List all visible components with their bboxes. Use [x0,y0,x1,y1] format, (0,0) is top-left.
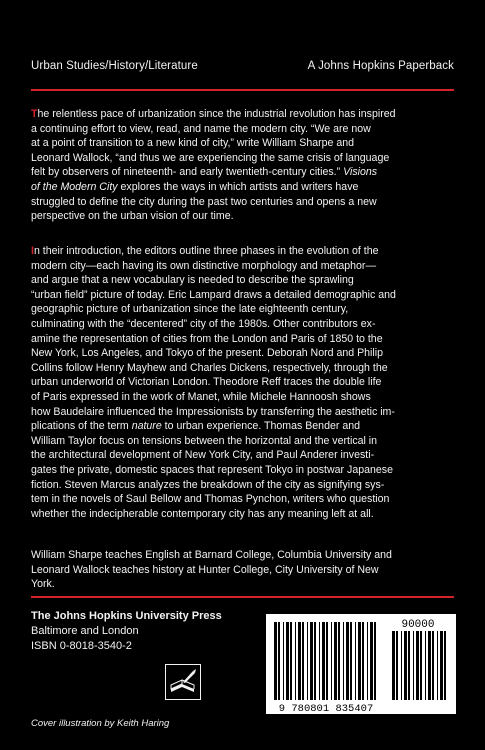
text-line: plications of the term nature to urban experience. Thomas Bender and [31,420,361,433]
text-line: The relentless pace of urbanization since the industrial revolution has inspired [31,108,396,120]
text-line: a continuing effort to view, read, and name the modern city. “We are now [31,122,371,135]
text-line: struggled to define the city during the past two centuries and opens a new [31,195,377,208]
text-line: amine the representation of cities from the London and Paris of 1850 to the [31,332,383,345]
series-label: A Johns Hopkins Paperback [307,60,454,72]
text-line: perspective on the urban vision of our time. [31,210,234,223]
description-paragraph-2 [31,244,455,521]
press-logo-icon [165,664,201,700]
text-line: urban underworld of Victorian London. Theodore Reff traces the double life [31,376,382,389]
cover-credit: Cover illustration by Keith Haring [31,718,170,729]
book-title: Visions [343,166,378,179]
book-title: of the Modern City [31,180,118,193]
text-line: of the Modern City explores the ways in which artists and writers have [31,180,359,193]
text-line: York. [31,578,55,591]
text-line: tem in the novels of Saul Bellow and Thomas Pynchon, writers who question [31,493,390,506]
publisher-block [31,609,222,654]
text-line: William Taylor focus on tensions between the horizontal and the vertical in [31,434,378,447]
bottom-red-rule [31,596,454,598]
text-line: at a point of transition to a new kind of city,” write William Sharpe and [31,137,355,150]
description-paragraph-1 [31,107,455,224]
text-line: culminating with the “decentered” city of the 1980s. Other contributors ex- [31,317,376,330]
text-line: geographic picture of urbanization since the late eighteenth century, [31,303,349,316]
text-line: of Paris expressed in the work of Manet, while Michele Hannoosh shows [31,390,371,403]
isbn-barcode [266,614,456,714]
text-line: Leonard Wallock teaches history at Hunter College, City University of New [31,563,379,576]
publisher-city: Baltimore and London [31,625,139,637]
subject-category: Urban Studies/History/Literature [31,60,198,72]
red-initial: I [31,245,34,257]
emphasized-word: nature [131,420,162,433]
text-line: Leonard Wallock, “and thus we are experiencing the same crisis of language [31,151,390,164]
barcode-graphic [266,614,456,714]
text-line: felt by observers of nineteenth- and early twentieth-century cities.” Visions [31,166,378,179]
author-bio-paragraph [31,548,455,592]
text-line: “urban field” picture of today. Eric Lampard draws a detailed demographic and [31,288,396,301]
barcode-digits: 9 780801 835407 [278,703,374,714]
text-line: New York, Los Angeles, and Tokyo of the present. Deborah Nord and Philip [31,347,383,360]
text-line: gates the private, domestic spaces that represent Tokyo in postwar Japanese [31,463,393,476]
text-line: William Sharpe teaches English at Barnard College, Columbia University and [31,549,392,561]
text-line: whether the indecipherable contemporary city has any meaning left at all. [31,507,374,520]
text-line: Collins follow Henry Mayhew and Charles Dickens, respectively, through the [31,361,388,374]
text-line: In their introduction, the editors outline three phases in the evolution of the [31,245,379,257]
text-line: how Baudelaire influenced the Impressionists by transferring the aesthetic im- [31,405,395,418]
barcode-addon-digits: 90000 [401,619,435,631]
text-line: fiction. Steven Marcus analyzes the breakdown of the city as signifying sys- [31,478,385,491]
text-line: the architectural development of New York City, and Paul Anderer investi- [31,449,375,462]
header [31,60,454,72]
text-line: and argue that a new vocabulary is needed to describe the sprawling [31,274,354,287]
isbn-number: ISBN 0-8018-3540-2 [31,640,132,652]
text-line: modern city—each having its own distinctive morphology and metaphor— [31,259,377,272]
top-red-rule [31,89,454,91]
publisher-name: The Johns Hopkins University Press [31,610,222,622]
red-initial: T [31,108,38,120]
